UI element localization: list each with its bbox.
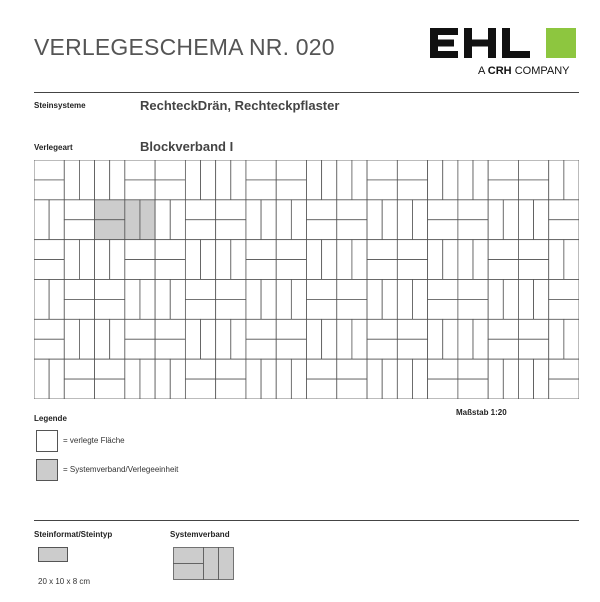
pattern-cell-5-1-h1 (95, 359, 125, 379)
pattern-cell-0-5-v2 (352, 160, 367, 200)
pattern-cell-4-7-v2 (473, 319, 488, 359)
pattern-cell-5-2-v1 (155, 359, 170, 399)
pattern-cell-2-0-v2 (79, 240, 94, 280)
legend-swatch-system-bond (36, 459, 58, 481)
pattern-cell-4-5-h2 (367, 339, 397, 359)
pattern-cell-3-4-h1 (307, 280, 337, 300)
pattern-cell-5-7-v1 (488, 359, 503, 399)
pattern-cell-3-3-v2 (261, 280, 276, 320)
pattern-cell-3-4-v2 (291, 280, 306, 320)
pattern-cell-4-0-v2 (79, 319, 94, 359)
pattern-cell-2-0-v1 (64, 240, 79, 280)
pattern-cell-2-8-v1 (549, 240, 564, 280)
pattern-cell-2-1-v1 (95, 240, 110, 280)
pattern-cell-4-6-h1 (397, 319, 427, 339)
pattern-cell-4-7-h2 (488, 339, 518, 359)
laying-pattern (34, 160, 579, 399)
pattern-cell-0-6-h2 (397, 180, 427, 200)
pattern-cell-4-1-v2 (110, 319, 125, 359)
pattern-cell-0-4-h1 (276, 160, 306, 180)
pattern-cell-3-2-h1 (185, 280, 215, 300)
pattern-cell-4-8-v2 (564, 319, 579, 359)
pattern-cell-1-0-v1 (34, 200, 49, 240)
pattern-cell-2-0-h2 (34, 260, 64, 280)
pattern-cell-0-7-v1 (458, 160, 473, 200)
pattern-cell-3-4-h2 (307, 299, 337, 319)
pattern-cell-5-6-h1 (428, 359, 458, 379)
pattern-cell-3-1-h2 (95, 299, 125, 319)
pattern-cell-0-1-v2 (110, 160, 125, 200)
pattern-cell-2-0-h1 (34, 240, 64, 260)
pattern-cell-2-6-v1 (428, 240, 443, 280)
pattern-cell-0-0-h1 (34, 160, 64, 180)
pattern-cell-0-7-h1 (488, 160, 518, 180)
logo-tagline: A CRH COMPANY (478, 65, 570, 77)
pattern-cell-1-5-h2 (337, 220, 367, 240)
pattern-cell-1-5-h1 (337, 200, 367, 220)
pattern-cell-5-6-v1 (397, 359, 412, 399)
pattern-cell-5-7-v2 (503, 359, 518, 399)
pattern-cell-3-8-h2 (549, 299, 579, 319)
pattern-cell-5-4-v1 (276, 359, 291, 399)
pattern-cell-4-2-h1 (155, 319, 185, 339)
pattern-cell-4-0-v1 (64, 319, 79, 359)
pattern-cell-0-5-h2 (367, 180, 397, 200)
pattern-cell-4-4-v2 (322, 319, 337, 359)
pattern-cell-4-4-h2 (276, 339, 306, 359)
pattern-cell-4-4-h1 (276, 319, 306, 339)
pattern-cell-2-6-h2 (397, 260, 427, 280)
pattern-cell-3-4-v1 (276, 280, 291, 320)
pattern-cell-5-5-h1 (337, 359, 367, 379)
pattern-cell-4-3-v1 (216, 319, 231, 359)
pattern-cell-3-3-v1 (246, 280, 261, 320)
pattern-cell-4-5-v2 (352, 319, 367, 359)
legend-label-system-bond: = Systemverband/Verlegeeinheit (63, 465, 179, 474)
pattern-cell-1-4-v1 (276, 200, 291, 240)
pattern-cell-3-7-h2 (458, 299, 488, 319)
pattern-cell-5-8-h2 (549, 379, 579, 399)
pattern-cell-0-2-h2 (155, 180, 185, 200)
pattern-cell-3-5-v2 (382, 280, 397, 320)
pattern-cell-1-7-v1 (488, 200, 503, 240)
pattern-cell-4-0-h1 (34, 319, 64, 339)
pattern-cell-5-2-h2 (185, 379, 215, 399)
pattern-cell-1-5-v2 (382, 200, 397, 240)
pattern-cell-0-1-h1 (125, 160, 155, 180)
pattern-cell-1-8-v1 (518, 200, 533, 240)
pattern-cell-0-0-h2 (34, 180, 64, 200)
sample-h2 (174, 564, 204, 580)
pattern-cell-1-8-h2 (549, 220, 579, 240)
pattern-cell-1-6-h1 (428, 200, 458, 220)
pattern-cell-3-7-v2 (503, 280, 518, 320)
pattern-cell-5-5-v1 (367, 359, 382, 399)
pattern-cell-1-6-h2 (428, 220, 458, 240)
pattern-cell-1-0-h2 (64, 220, 94, 240)
pattern-cell-0-4-v1 (307, 160, 322, 200)
pattern-cell-4-2-h2 (155, 339, 185, 359)
pattern-cell-0-6-h1 (397, 160, 427, 180)
pattern-cell-1-2-h2 (185, 220, 215, 240)
pattern-cell-2-3-h1 (246, 240, 276, 260)
pattern-cell-0-3-v1 (216, 160, 231, 200)
pattern-cell-5-3-h1 (216, 359, 246, 379)
pattern-cell-3-0-h1 (64, 280, 94, 300)
pattern-cell-2-1-h1 (125, 240, 155, 260)
pattern-cell-4-7-h1 (488, 319, 518, 339)
pattern-cell-4-5-h1 (367, 319, 397, 339)
pattern-cell-2-4-v1 (307, 240, 322, 280)
pattern-cell-5-4-h1 (307, 359, 337, 379)
pattern-cell-2-2-h2 (155, 260, 185, 280)
pattern-cell-1-3-h2 (216, 220, 246, 240)
pattern-cell-0-7-v2 (473, 160, 488, 200)
pattern-cell-2-3-v1 (216, 240, 231, 280)
pattern-cell-2-4-h1 (276, 240, 306, 260)
pattern-cell-1-4-h1 (307, 200, 337, 220)
pattern-cell-5-2-h1 (185, 359, 215, 379)
pattern-cell-3-2-v2 (170, 280, 185, 320)
stone-format-label: Steinformat/Steintyp (34, 530, 113, 539)
pattern-cell-3-6-v1 (397, 280, 412, 320)
pattern-cell-0-1-h2 (125, 180, 155, 200)
pattern-cell-0-6-v1 (428, 160, 443, 200)
pattern-cell-5-7-h1 (458, 359, 488, 379)
pattern-cell-4-5-v1 (337, 319, 352, 359)
pattern-cell-4-1-h1 (125, 319, 155, 339)
pattern-cell-3-2-v1 (155, 280, 170, 320)
pattern-cell-3-7-v1 (488, 280, 503, 320)
pattern-cell-1-6-v1 (397, 200, 412, 240)
pattern-cell-3-0-v1 (34, 280, 49, 320)
pattern-cell-4-8-h1 (518, 319, 548, 339)
footer-divider (34, 520, 579, 521)
pattern-cell-3-6-v2 (412, 280, 427, 320)
pattern-cell-0-3-h2 (246, 180, 276, 200)
pattern-cell-1-4-v2 (291, 200, 306, 240)
verlegeart-value: Blockverband I (140, 139, 234, 154)
pattern-cell-1-1-h2 (95, 220, 125, 240)
pattern-cell-2-6-v2 (443, 240, 458, 280)
pattern-cell-3-6-h1 (428, 280, 458, 300)
pattern-cell-4-6-v1 (428, 319, 443, 359)
pattern-cell-4-8-v1 (549, 319, 564, 359)
pattern-cell-4-8-h2 (518, 339, 548, 359)
pattern-cell-2-5-v1 (337, 240, 352, 280)
pattern-cell-5-4-v2 (291, 359, 306, 399)
pattern-cell-0-8-v2 (564, 160, 579, 200)
pattern-cell-1-0-v2 (49, 200, 64, 240)
pattern-cell-2-7-h2 (488, 260, 518, 280)
pattern-cell-2-2-h1 (155, 240, 185, 260)
pattern-cell-3-2-h2 (185, 299, 215, 319)
pattern-cell-3-1-v1 (125, 280, 140, 320)
pattern-cell-4-7-v1 (458, 319, 473, 359)
pattern-cell-5-3-v2 (261, 359, 276, 399)
pattern-cell-3-8-v1 (518, 280, 533, 320)
pattern-cell-3-5-h2 (337, 299, 367, 319)
pattern-cell-2-3-v2 (231, 240, 246, 280)
pattern-cell-3-5-v1 (367, 280, 382, 320)
pattern-cell-2-1-v2 (110, 240, 125, 280)
verlegeart-label: Verlegeart (34, 143, 73, 152)
pattern-cell-0-2-v2 (201, 160, 216, 200)
pattern-cell-1-4-h2 (307, 220, 337, 240)
pattern-cell-5-8-h1 (549, 359, 579, 379)
pattern-cell-4-2-v2 (201, 319, 216, 359)
pattern-cell-4-3-v2 (231, 319, 246, 359)
system-bond-label: Systemverband (170, 530, 230, 539)
pattern-cell-4-2-v1 (185, 319, 200, 359)
pattern-cell-3-5-h1 (337, 280, 367, 300)
pattern-cell-5-0-v2 (49, 359, 64, 399)
pattern-cell-5-2-v2 (170, 359, 185, 399)
pattern-cell-2-7-v1 (458, 240, 473, 280)
pattern-cell-3-6-h2 (428, 299, 458, 319)
pattern-cell-0-0-v1 (64, 160, 79, 200)
pattern-cell-0-3-h1 (246, 160, 276, 180)
legend-swatch-laid-area (36, 430, 58, 452)
pattern-cell-1-6-v2 (412, 200, 427, 240)
pattern-cell-1-2-h1 (185, 200, 215, 220)
pattern-cell-5-6-h2 (428, 379, 458, 399)
pattern-cell-1-8-h1 (549, 200, 579, 220)
pattern-cell-1-0-h1 (64, 200, 94, 220)
pattern-cell-2-1-h2 (125, 260, 155, 280)
page-title: VERLEGESCHEMA NR. 020 (34, 34, 335, 60)
pattern-cell-3-1-v2 (140, 280, 155, 320)
pattern-cell-4-6-h2 (397, 339, 427, 359)
pattern-cell-0-2-h1 (155, 160, 185, 180)
pattern-cell-3-1-h1 (95, 280, 125, 300)
pattern-cell-0-4-h2 (276, 180, 306, 200)
legend-title: Legende (34, 414, 67, 423)
header-divider (34, 92, 579, 93)
stone-size: 20 x 10 x 8 cm (38, 577, 91, 586)
pattern-cell-3-7-h1 (458, 280, 488, 300)
pattern-cell-1-8-v2 (534, 200, 549, 240)
pattern-cell-0-5-v1 (337, 160, 352, 200)
pattern-cell-0-8-h1 (518, 160, 548, 180)
sample-h1 (174, 548, 204, 564)
pattern-cell-0-8-h2 (518, 180, 548, 200)
pattern-cell-0-1-v1 (95, 160, 110, 200)
scale-label: Maßstab 1:20 (456, 408, 507, 417)
pattern-cell-2-8-h1 (518, 240, 548, 260)
pattern-cell-1-2-v1 (155, 200, 170, 240)
pattern-cell-5-6-v2 (412, 359, 427, 399)
pattern-cell-1-3-v2 (261, 200, 276, 240)
pattern-cell-4-4-v1 (307, 319, 322, 359)
pattern-cell-4-3-h2 (246, 339, 276, 359)
pattern-cell-1-7-v2 (503, 200, 518, 240)
pattern-cell-3-3-h1 (216, 280, 246, 300)
pattern-cell-5-0-v1 (34, 359, 49, 399)
pattern-cell-1-1-h1 (95, 200, 125, 220)
pattern-cell-0-6-v2 (443, 160, 458, 200)
pattern-cell-2-5-h1 (367, 240, 397, 260)
pattern-cell-4-0-h2 (34, 339, 64, 359)
pattern-cell-1-2-v2 (170, 200, 185, 240)
pattern-cell-1-1-v2 (140, 200, 155, 240)
pattern-cell-3-0-h2 (64, 299, 94, 319)
pattern-cell-5-5-v2 (382, 359, 397, 399)
pattern-cell-2-2-v1 (185, 240, 200, 280)
pattern-cell-5-4-h2 (307, 379, 337, 399)
steinsysteme-label: Steinsysteme (34, 101, 86, 110)
pattern-cell-2-3-h2 (246, 260, 276, 280)
stone-format-sample (38, 547, 70, 563)
pattern-cell-4-1-v1 (95, 319, 110, 359)
pattern-cell-1-7-h1 (458, 200, 488, 220)
pattern-cell-3-0-v2 (49, 280, 64, 320)
pattern-cell-0-8-v1 (549, 160, 564, 200)
pattern-cell-5-8-v1 (518, 359, 533, 399)
pattern-cell-5-5-h2 (337, 379, 367, 399)
sample-v2 (219, 548, 234, 580)
pattern-cell-4-1-h2 (125, 339, 155, 359)
pattern-cell-3-8-v2 (534, 280, 549, 320)
pattern-cell-2-5-h2 (367, 260, 397, 280)
pattern-cell-2-6-h1 (397, 240, 427, 260)
pattern-cell-5-1-v2 (140, 359, 155, 399)
pattern-cell-2-8-h2 (518, 260, 548, 280)
pattern-cell-0-7-h2 (488, 180, 518, 200)
pattern-cell-2-4-h2 (276, 260, 306, 280)
pattern-cell-5-0-h1 (64, 359, 94, 379)
legend-label-laid-area: = verlegte Fläche (63, 436, 125, 445)
pattern-cell-4-3-h1 (246, 319, 276, 339)
pattern-cell-1-5-v1 (367, 200, 382, 240)
pattern-cell-0-2-v1 (185, 160, 200, 200)
pattern-cell-2-7-h1 (488, 240, 518, 260)
pattern-cell-4-6-v2 (443, 319, 458, 359)
pattern-cell-3-8-h1 (549, 280, 579, 300)
pattern-cell-5-1-v1 (125, 359, 140, 399)
pattern-cell-0-0-v2 (79, 160, 94, 200)
pattern-cell-1-3-v1 (246, 200, 261, 240)
pattern-cell-2-2-v2 (201, 240, 216, 280)
pattern-cell-5-7-h2 (458, 379, 488, 399)
pattern-cell-5-3-v1 (246, 359, 261, 399)
pattern-cell-2-5-v2 (352, 240, 367, 280)
pattern-cell-3-3-h2 (216, 299, 246, 319)
steinsysteme-value: RechteckDrän, Rechteckpflaster (140, 98, 340, 113)
pattern-cell-2-8-v2 (564, 240, 579, 280)
system-bond-sample (173, 547, 235, 581)
pattern-cell-0-5-h1 (367, 160, 397, 180)
pattern-cell-1-7-h2 (458, 220, 488, 240)
pattern-cell-5-1-h2 (95, 379, 125, 399)
pattern-cell-0-3-v2 (231, 160, 246, 200)
pattern-cell-1-3-h1 (216, 200, 246, 220)
pattern-cell-2-4-v2 (322, 240, 337, 280)
pattern-cell-5-3-h2 (216, 379, 246, 399)
sample-v1 (204, 548, 219, 580)
pattern-cell-2-7-v2 (473, 240, 488, 280)
pattern-cell-5-0-h2 (64, 379, 94, 399)
pattern-cell-1-1-v1 (125, 200, 140, 240)
pattern-cell-0-4-v2 (322, 160, 337, 200)
pattern-cell-5-8-v2 (534, 359, 549, 399)
